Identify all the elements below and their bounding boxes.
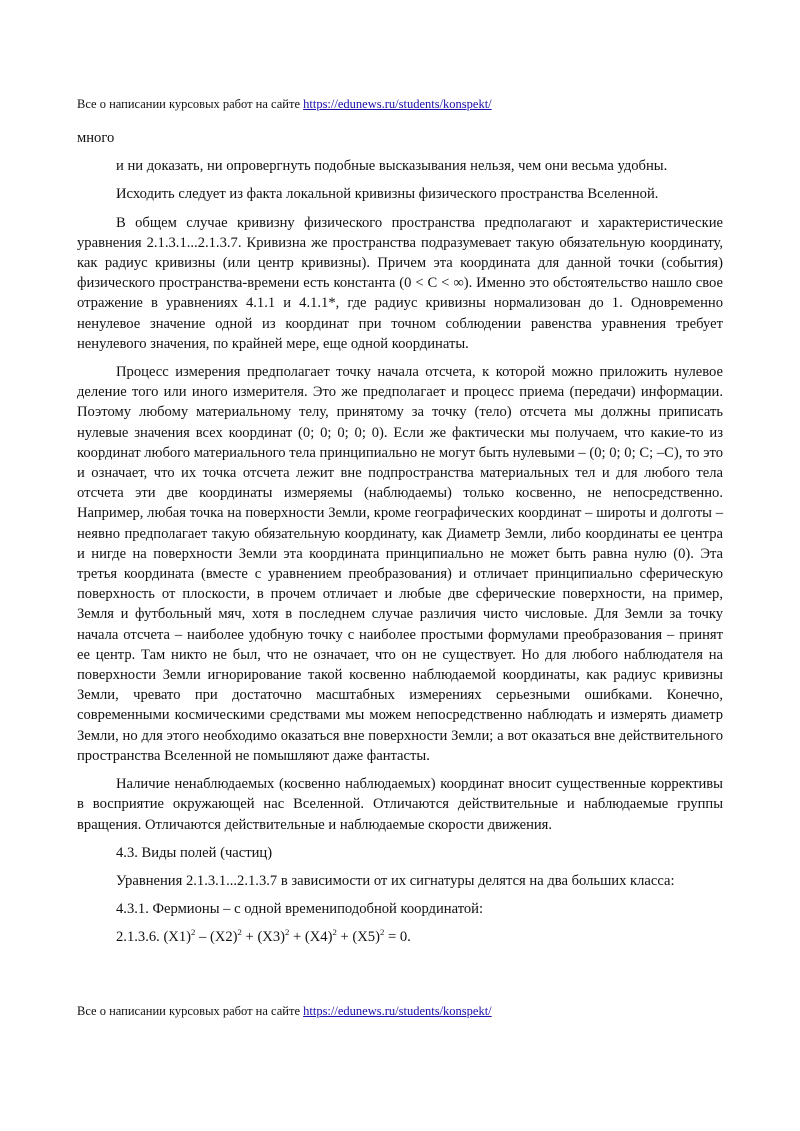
- equation-operator: –: [195, 929, 210, 946]
- equation-operator: +: [241, 929, 258, 946]
- equation-term: (X2): [209, 929, 238, 946]
- footer-banner-link[interactable]: https://edunews.ru/students/konspekt/: [303, 1004, 492, 1018]
- equation-term: (X5): [352, 929, 380, 946]
- equation-exponent: 2: [332, 927, 337, 938]
- equation-operator: +: [289, 929, 305, 946]
- footer-banner-text: Все о написании курсовых работ на сайте: [77, 1004, 304, 1018]
- header-banner-link[interactable]: https://edunews.ru/students/konspekt/: [303, 97, 492, 111]
- equation-operator: +: [336, 929, 353, 946]
- paragraph: Исходить следует из факта локальной кривизны физического пространства Вселенной.: [116, 186, 659, 203]
- footer-banner: [77, 1003, 492, 1019]
- section-heading: 4.3. Виды полей (частиц): [116, 844, 273, 861]
- paragraph-fragment: много: [77, 130, 115, 146]
- paragraph: Наличие ненаблюдаемых (косвенно наблюдаемых) координат вносит существенные коррективы в восприятие окружающей нас Вселенной. Отличаются действительные и наблюдаемые группы вращения. Отличаются действительные и наблюдаемые скорости движения.: [77, 776, 723, 833]
- equation-exponent: 2: [237, 927, 242, 938]
- equation-label: 2.1.3.6.: [116, 929, 164, 946]
- equation-rhs: = 0.: [384, 929, 411, 946]
- equation-term: (X3): [257, 929, 285, 946]
- equation-exponent: 2: [191, 927, 196, 938]
- equation-exponent: 2: [285, 927, 290, 938]
- paragraph: В общем случае кривизну физического пространства предполагают и характеристические уравнения 2.1.3.1...2.1.3.7. Кривизна же пространства подразумевает такую обязательную координату, как радиус кривизны (или центр кривизны). Причем эта координата для данной точки (события) физического пространства-времени есть константа (0 < C < ∞). Именно это обстоятельство нашло свое отражение в уравнениях 4.1.1 и 4.1.1*, где радиус кривизны нормализован до 1. Одновременно ненулевое значение одной из координат при точном соблюдении равенства уравнения требует ненулевого значения, по крайней мере, еще одной координаты.: [77, 214, 723, 352]
- equation-term: (X4): [304, 929, 333, 946]
- equation-exponent: 2: [379, 927, 385, 938]
- paragraph: Уравнения 2.1.3.1...2.1.3.7 в зависимости от их сигнатуры делятся на два больших класса:: [116, 872, 675, 889]
- paragraph: и ни доказать, ни опровергнуть подобные высказывания нельзя, чем они весьма удобны.: [116, 158, 668, 175]
- paragraph: Процесс измерения предполагает точку начала отсчета, к которой можно приложить нулевое деление того или иного измерителя. Это же предполагает и процесс приема (передачи) информации. Поэтому любому материальному телу, принятому за точку (тело) отсчета мы должны приписать нулевые значения всех координат (0; 0; 0; 0; 0). Если же фактически мы получаем, что какие-то из координат любого материального тела принципиально не могут быть нулевыми – (0; 0; 0; C; –C), то это и означает, что их точка отсчета лежит вне подпространства материальных тел и для любого тела отсчета эти две координаты измеряемы (наблюдаемы) только косвенно, не непосредственно. Например, любая точка на поверхности Земли, кроме географических координат – широты и долготы – неявно предполагает такую обязательную координату, как Диаметр Земли, либо координаты ее центра и нигде на поверхности Земли эта координата принципиально не может быть равна нулю (0). Эта третья координата (вместе с уравнением преобразования) и отличает принципиально сферическую поверхность от плоскости, в прочем отличает и любые две сферические поверхности, на пример, Земля и футбольный мяч, хотя в последнем случае различия чисто числовые. Для Земли за точку начала отсчета – наиболее удобную точку с наиболее простыми формулами преобразования – принят ее центр. Там никто не был, что не означает, что он не существует. Но для любого наблюдателя на поверхности Земли игнорирование такой косвенно наблюдаемой координаты, как радиус кривизны Земли, чревато при достаточно масштабных измерениях серьезными ошибками. Конечно, современными космическими средствами мы можем непосредственно наблюдать и измерять диаметр Земли, но для этого необходимо оказаться вне поверхности Земли; а вот оказаться вне действительного пространства Вселенной не помышляют даже фантасты.: [77, 364, 723, 764]
- equation-term: (X1): [163, 929, 191, 946]
- document-body: [77, 128, 723, 956]
- equation: [77, 927, 723, 947]
- header-banner-text: Все о написании курсовых работ на сайте: [77, 97, 304, 111]
- header-banner: [77, 96, 492, 112]
- subsection-heading: 4.3.1. Фермионы – с одной времениподобной координатой:: [116, 901, 484, 918]
